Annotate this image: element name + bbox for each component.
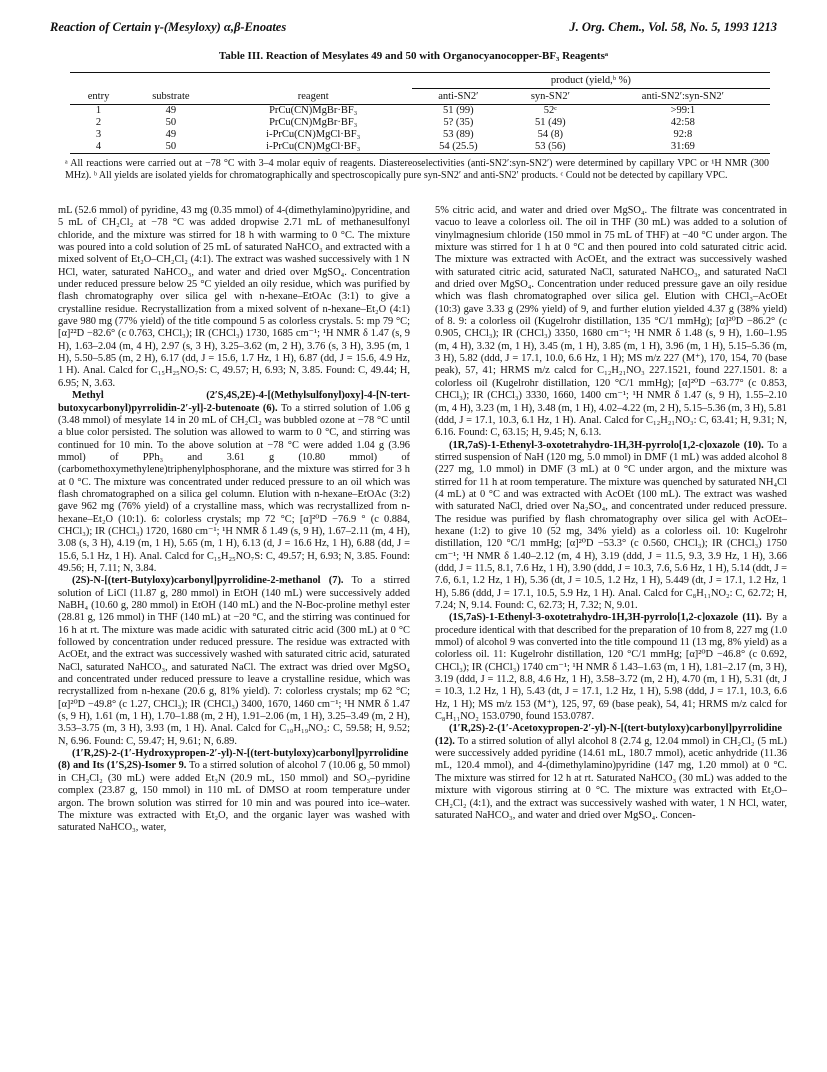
paragraph-heading: (1′R,2S)-2-(1′-Hydroxypropen-2′-yl)-N-[(tert-butyloxy)carbonyl]pyrrolidine (8) and Its (1′S,2S)-Isomer 9. [58, 748, 409, 772]
paragraph [435, 440, 787, 613]
paragraph-body: 5% citric acid, and water and dried over MgSO₄. The filtrate was concentrated in vacuo to leave a colorless oil. The oil in THF (30 mL) was added to a solution of vinylmagnesium chloride (150 mmol in 75 mL of THF) at −40 °C under argon. The mixture was stirred for 1 h at 0 °C and then poured into cold saturated citric acid. The mixture was extracted with AcOEt, and the extract was successively washed with saturated citric acid, saturated NaCl, saturated NaHCO₃, and saturated NaCl and dried over MgSO₄. Concentration under reduced pressure gave an oily residue which was flash chromatographed over silica gel. Elution with CHCl₃–AcOEt (10:3) gave 3.33 g (29% yield) of 9, and further elution yielded 4.37 g (38% yield) of 8. 9: a colorless oil (Kugelrohr distillation, 135 °C/1 mmHg); [α]²⁰D −86.2° (c 0.905, CHCl₃); IR (CHCl₃) 3350, 1680 cm⁻¹; ¹H NMR δ 1.48 (s, 9 H), 1.60–1.95 (m, 4 H), 3.32 (m, 1 H), 3.45 (m, 1 H), 3.85 (m, 1 H), 3.96 (m, 1 H), 5.15–5.36 (m, 3 H), 5.82 (ddd, J = 17.1, 10.0, 6.6 Hz, 1 H); MS m/z 227 (M⁺), 170, 154, 70 (base peak), 57, 41; HRMS m/z calcd for C₁₂H₂₁NO₃ 227.1521, found 227.1501. 8: a colorless oil (Kugelrohr distillation, 120 °C/1 mmHg); [α]²⁰D −63.77° (c 0.853, CHCl₃); IR (CHCl₃) 3330, 1660, 1400 cm⁻¹; ¹H NMR δ 1.47 (s, 9 H), 1.55–2.10 (m, 4 H), 3.23 (m, 1 H), 3.48 (m, 1 H), 4.02–4.22 (m, 2 H), 5.15–5.36 (m, 3 H), 5.81 (ddd, J = 17.1, 10.3, 6.1 Hz, 1 H). Anal. Calcd for C₁₂H₂₁NO₃: C, 63.41; H, 9.31; N, 6.16. Found: C, 63.15; H, 9.45; N, 6.13. [435, 205, 787, 439]
paragraph [435, 205, 787, 440]
cell-syn: 52ᶜ [543, 105, 557, 116]
paragraph [58, 390, 410, 575]
paragraph [435, 612, 787, 723]
cell-syn: 51 (49) [535, 117, 566, 128]
col-header-anti: anti-SN2′ [438, 91, 479, 102]
running-title: Reaction of Certain γ-(Mesyloxy) α,β-Enoates [50, 20, 287, 34]
cell-reagent: PrCu(CN)MgBr·BF₃ [269, 105, 358, 116]
col-header-entry: entry [87, 90, 110, 102]
table-footnote: ᵃ All reactions were carried out at −78 °C with 3–4 molar equiv of reagents. Diastereoselectivities (anti-SN2′:syn-SN2′) were determined by capillary VPC or ¹H NMR (300 MHz). ᵇ All yields are isolated yields for chromatographically and spectroscopically pure syn-SN2′ and anti-SN2′ products. ᶜ Could not be detected by capillary VPC. [65, 158, 769, 181]
paragraph-body: To a stirred suspension of NaH (120 mg, 5.0 mmol) in DMF (1 mL) was added alcohol 8 (227 mg, 1.0 mmol) in DMF (3 mL) at 0 °C under argon, and the mixture was stirred for 11 h at room temperature. The mixture was quenched by saturated NH₄Cl (4 mL) at 0 °C and was extracted with AcOEt (100 mL). The extract was washed with saturated NaCl, dried over Na₂SO₄, and concentrated under reduced pressure. The residue was purified by flash chromatography over silica gel with AcOEt–hexane (1:2) to give 10 (52 mg, 34% yield) as a colorless oil. 10: Kugelrohr distillation, 120 °C/1 mmHg; [α]²⁰D −53.3° (c 0.560, CHCl₃); IR (CHCl₃) 1750 cm⁻¹; ¹H NMR δ 1.40–2.12 (m, 4 H), 3.19 (ddd, J = 11.5, 9.3, 3.9 Hz, 1 H), 3.66 (ddd, J = 11.5, 8.1, 7.6 Hz, 1 H), 3.90 (ddd, J = 10.3, 7.6, 5.6 Hz, 1 H), 5.14 (ddt, J = 7.6, 6.1, 1.2 Hz, 1 H), 5.36 (dt, J = 10.5, 1.2 Hz, 1 H), 5.449 (dt, J = 17.1, 1.2 Hz, 1 H), 5.86 (ddd, J = 17.1, 10.5, 5.9 Hz, 1 H). Anal. Calcd for C₈H₁₁NO₂: C, 62.72; H, 7.24; N, 9.14. Found: C, 62.73; H, 7.32; N, 9.01. [435, 439, 787, 611]
paragraph-body: mL (52.6 mmol) of pyridine, 43 mg (0.35 mmol) of 4-(dimethylamino)pyridine, and 5 mL of CH₂Cl₂ at −78 °C was added dropwise 2.71 mL of methanesulfonyl chloride, and the mixture was stirred for 18 h with warming to 0 °C. The mixture was poured into a cold solution of 25 mL of saturated NaHCO₃ and extracted with a mixed solvent of Et₂O–CH₂Cl₂ (4:1). The extract was washed successively with 1 N HCl, water, saturated NaHCO₃, and water and dried over MgSO₄. Concentration under reduced pressure below 25 °C yielded an oily residue, which was purified by flash chromatography over silica gel with n-hexane–EtOAc (3:1) to give a crystalline residue. Recrystallization from a mixed solvent of n-hexane–Et₂O (4:1) gave 980 mg (77% yield) of the title compound 5 as colorless crystals. 5: mp 79 °C; [α]²²D −82.6° (c 0.763, CHCl₃); IR (CHCl₃) 1730, 1685 cm⁻¹; ¹H NMR δ 1.47 (s, 9 H), 1.63–2.04 (m, 4 H), 2.97 (s, 3 H), 3.25–3.62 (m, 2 H), 3.76 (s, 3 H), 3.95 (m, 1 H), 5.50–5.85 (m, 2 H), 6.17 (dd, J = 15.6, 1.7 Hz, 1 H), 6.87 (dd, J = 15.6, 4.9 Hz, 1 H). Anal. Calcd for C₁₅H₂₅NO₇S: C, 49.57; H, 6.93; N, 3.85. Found: C, 49.44; H, 6.95; N, 3.63. [58, 205, 410, 389]
table-header-spacer [70, 73, 412, 89]
product-group-header: product (yield,ᵇ %) [412, 73, 770, 89]
cell-reagent: PrCu(CN)MgBr·BF₃ [269, 117, 358, 128]
cell-substrate: 49 [165, 105, 177, 116]
paragraph [58, 205, 410, 390]
table-row [70, 105, 770, 118]
running-header [50, 20, 777, 35]
paragraph-heading: (1S,7aS)-1-Ethenyl-3-oxotetrahydro-1H,3H-pyrrolo[1,2-c]oxazole (11). [449, 612, 762, 624]
cell-anti: 53 (89) [443, 129, 474, 140]
cell-ratio: 92:8 [673, 129, 693, 140]
cell-syn: 54 (8) [537, 129, 564, 140]
paragraph-body: By a procedure identical with that described for the preparation of 10 from 8, 227 mg (1.0 mmol) of alcohol 9 was converted into the title compound 11 (13 mg, 8% yield) as a colorless oil. 11: Kugelrohr distillation, 120 °C/1 mmHg; [α]²⁰D −46.8° (c 0.692, CHCl₃); IR (CHCl₃) 1740 cm⁻¹; ¹H NMR δ 1.43–1.63 (m, 1 H), 1.81–2.17 (m, 3 H), 3.19 (ddd, J = 11.2, 8.8, 4.6 Hz, 1 H), 3.58–3.72 (m, 2 H), 4.70 (m, 1 H), 5.31 (dt, J = 10.3, 1.2 Hz, 1 H), 5.43 (dt, J = 17.1, 1.2 Hz, 1 H), 5.98 (ddd, J = 17.1, 10.3, 6.6 Hz, 1 H); MS m/z 153 (M⁺), 125, 97, 69 (base peak), 54, 41; HRMS m/z calcd for C₈H₁₁NO₂ 153.0790, found 153.0787. [435, 612, 788, 723]
paragraph-heading: (1′R,2S)-2-(1′-Acetoxypropen-2′-yl)-N-[(tert-butyloxy)carbonyl]pyrrolidine (12). [435, 723, 783, 747]
right-column [435, 205, 787, 822]
col-header-reagent: reagent [297, 90, 329, 102]
paragraph-body: To a stirred solution of 1.06 g (3.48 mmol) of mesylate 14 in 20 mL of CH₂Cl₂ was bubbled ozone at −78 °C until a blue color persisted. The solution was allowed to warm to 0 °C, and stirring was continued for 10 min. To the above solution at −78 °C were added 1.04 g (3.96 mmol) of PPh₃ and 3.61 g (10.80 mmol) of (carbomethoxymethylene)triphenylphosphorane, and the mixture was stirred for 3 h at 0 °C. The mixture was concentrated under reduced pressure to an oil which was flash chromatographed on a silica gel column. Elution with n-hexane–EtOAc (3:2) gave 962 mg (76% yield) of a crystalline mass, which was recrystallized from n-hexane–Et₂O (10:1). 6: colorless crystals; mp 72 °C; [α]²⁰D −76.9 ° (c 0.884, CHCl₃); IR (CHCl₃) 1720, 1680 cm⁻¹; ¹H NMR δ 1.49 (s, 9 H), 1.67–2.11 (m, 4 H), 3.08 (s, 3 H), 4.19 (m, 1 H), 5.65 (m, 1 H), 6.13 (d, J = 16.6 Hz, 1 H), 6.88 (dd, J = 15.6, 5.1 Hz, 1 H). Anal. Calcd for C₁₅H₂₅NO₇S: C, 49.57; H, 6.93; N, 3.85. Found: 49.56; H, 7.11; N, 3.84. [58, 402, 410, 574]
col-header-ratio: anti-SN2′:syn-SN2′ [641, 91, 724, 102]
cell-entry: 1 [95, 105, 102, 116]
paragraph [435, 723, 787, 822]
paragraph-body: To a stirred solution of allyl alcohol 8 (2.74 g, 12.04 mmol) in CH₂Cl₂ (5 mL) were successively added pyridine (14.61 mL, 180.7 mmol), acetic anhydride (11.36 mL, 120.4 mmol), and 4-(dimethylamino)pyridine (147 mg, 1.20 mmol) at 0 °C. The mixture was stirred for 12 h at rt. Saturated NaHCO₃ (30 mL) was added to the mixture with vigorous stirring at 0 °C. The mixture was extracted with Et₂O–CH₂Cl₂ (4:1), and the extract was successively washed with water, 1 N HCl, water, saturated NaHCO₃, and water and dried over MgSO₄. Concen- [435, 735, 787, 821]
cell-reagent: i-PrCu(CN)MgCl·BF₃ [215, 141, 412, 154]
col-header-substrate: substrate [152, 90, 190, 102]
cell-substrate: 50 [127, 141, 215, 154]
cell-anti: 5? (35) [443, 117, 474, 128]
cell-substrate: 50 [165, 117, 177, 128]
journal-citation: J. Org. Chem., Vol. 58, No. 5, 1993 1213 [569, 20, 777, 34]
left-column [58, 205, 410, 835]
table-title: Table III. Reaction of Mesylates 49 and 50 with Organocyanocopper-BF₃ Reagentsᵃ [218, 50, 609, 62]
cell-entry: 4 [70, 141, 127, 154]
paragraph-body: To a stirred solution of LiCl (11.87 g, 280 mmol) in EtOH (140 mL) were successively added NaBH₄ (10.60 g, 280 mmol) in EtOH (140 mL) and the N-Boc-proline methyl ester (28.81 g, 126 mmol) in THF (140 mL) at −20 °C, and the stirring was continued for 16 h at rt. The mixture was made acidic with saturated citric acid (300 mL) at 0 °C followed by concentration under reduced pressure. The residue was extracted with AcOEt, and the extract was successively washed with saturated citric acid, saturated NaCl, saturated NaHCO₃, and saturated NaCl. The extract was dried over MgSO₄ and concentrated under reduced pressure to leave a crystalline residue, which was recrystallized from n-hexane (20.6 g, 81% yield). 7: colorless crystals; mp 62 °C; [α]²⁰D −49.8° (c 1.27, CHCl₃); IR (CHCl₃) 3400, 1670, 1460 cm⁻¹; ¹H NMR δ 1.47 (s, 9 H), 1.61 (m, 1 H), 1.70–1.88 (m, 2 H), 1.91–2.06 (m, 1 H), 3.25–3.49 (m, 2 H), 3.53–3.75 (m, 3 H), 3.93 (m, 1 H). Anal. Calcd for C₁₀H₁₉NO₃: C, 59.58; H, 9.52; N, 6.96. Found: C, 59.47; H, 9.61; N, 6.89. [58, 575, 410, 747]
paragraph [58, 748, 410, 834]
paragraph [58, 575, 410, 748]
paragraph-heading: Methyl (2′S,4S,2E)-4-[(Methylsulfonyl)oxy]-4-[N-tert-butoxycarbonyl)pyrrolidin-2′-yl]-2-butenoate (6). [58, 390, 410, 414]
cell-ratio: >99:1 [670, 105, 696, 116]
cell-entry: 3 [95, 129, 102, 140]
cell-ratio: 31:69 [596, 141, 770, 154]
paragraph-heading: (2S)-N-[(tert-Butyloxy)carbonyl]pyrrolidine-2-methanol (7). [72, 575, 344, 587]
col-header-syn: syn-SN2′ [530, 91, 570, 102]
cell-anti: 54 (25.5) [412, 141, 505, 154]
table-row [70, 117, 770, 129]
table-row [70, 141, 770, 154]
cell-substrate: 49 [165, 129, 177, 140]
paragraph-body: To a stirred solution of alcohol 7 (10.06 g, 50 mmol) in CH₂Cl₂ (30 mL) were added Et₃N (20.9 mL, 150 mmol) and SO₃–pyridine complex (23.87 g, 150 mmol) in 110 mL of DMSO at room temperature under argon. The brown solution was stirred for 10 min and was poured into ice–water. The mixture was extracted with Et₂O, and the organic layer was washed with saturated NaHCO₃, water, [58, 760, 410, 834]
paragraph-heading: (1R,7aS)-1-Ethenyl-3-oxotetrahydro-1H,3H-pyrrolo[1,2-c]oxazole (10). [449, 439, 764, 451]
table-row [70, 129, 770, 141]
cell-syn: 53 (56) [505, 141, 596, 154]
cell-reagent: i-PrCu(CN)MgCl·BF₃ [266, 129, 361, 140]
cell-ratio: 42:58 [670, 117, 695, 128]
cell-entry: 2 [95, 117, 102, 128]
results-table [70, 72, 770, 154]
cell-anti: 51 (99) [443, 105, 474, 116]
